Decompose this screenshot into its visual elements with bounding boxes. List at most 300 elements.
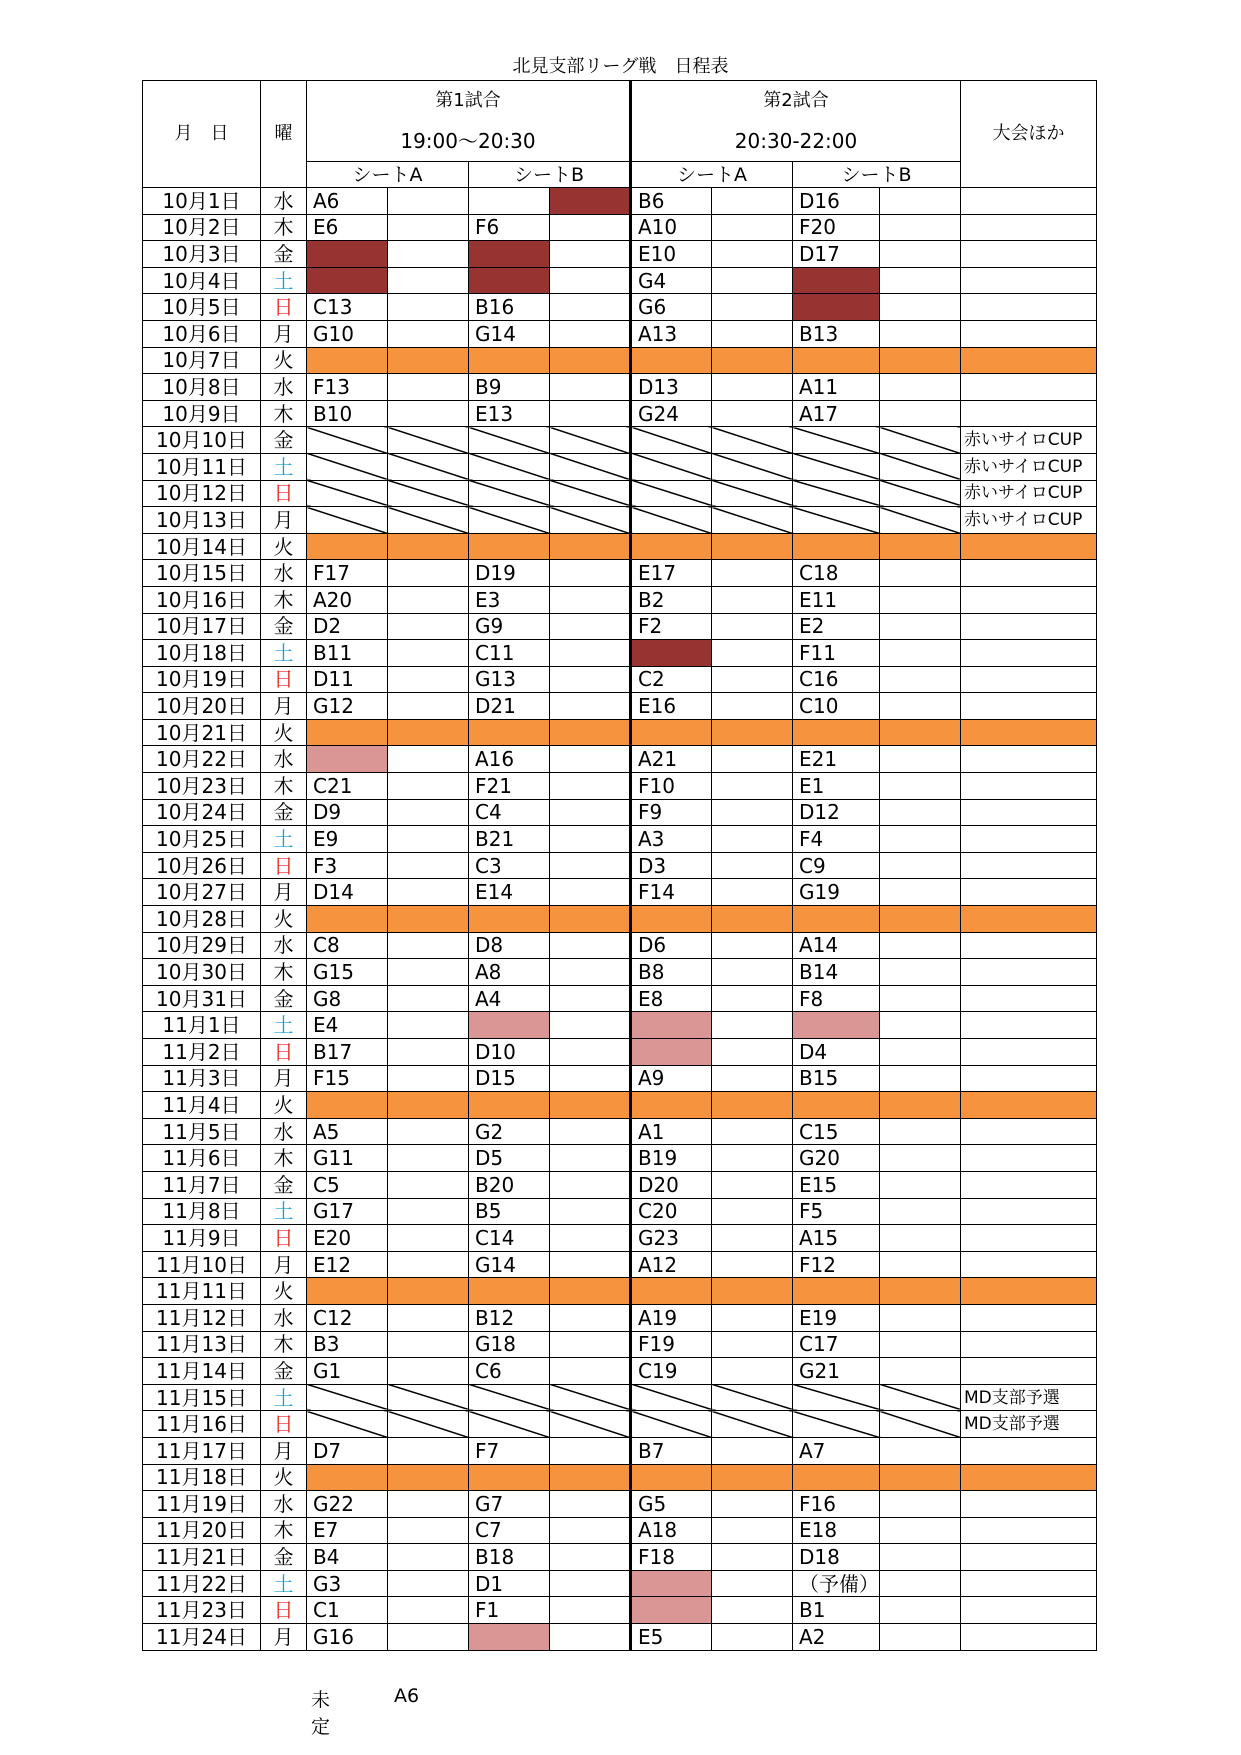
empty-cell	[712, 294, 793, 321]
empty-cell	[550, 1358, 631, 1385]
header-sheet-a-1: シートA	[307, 162, 469, 188]
team-code-cell: C7	[469, 1517, 550, 1544]
weekday-cell: 火	[261, 1278, 307, 1305]
rest-day-cell	[469, 1464, 550, 1491]
empty-cell	[880, 1251, 961, 1278]
empty-cell	[550, 1012, 631, 1039]
date-cell: 10月4日	[143, 267, 261, 294]
cancelled-cell	[880, 480, 961, 507]
team-code-cell: C19	[631, 1358, 712, 1385]
cancelled-cell	[631, 1384, 712, 1411]
weekday-cell: 火	[261, 719, 307, 746]
empty-cell	[880, 320, 961, 347]
empty-cell	[550, 1437, 631, 1464]
cancelled-cell	[631, 480, 712, 507]
cancelled-cell	[388, 1411, 469, 1438]
empty-cell	[388, 1039, 469, 1066]
weekday-cell: 土	[261, 1198, 307, 1225]
team-code-cell: A18	[631, 1517, 712, 1544]
cancelled-cell	[793, 453, 880, 480]
rest-day-cell	[469, 533, 550, 560]
table-row	[143, 1331, 1097, 1358]
empty-cell	[712, 1304, 793, 1331]
table-row	[143, 693, 1097, 720]
team-code-cell: D20	[631, 1171, 712, 1198]
empty-cell	[550, 932, 631, 959]
empty-cell	[550, 746, 631, 773]
weekday-cell: 土	[261, 1012, 307, 1039]
event-cell	[961, 1597, 1097, 1624]
empty-cell	[880, 746, 961, 773]
date-cell: 10月27日	[143, 879, 261, 906]
rest-day-cell	[793, 347, 880, 374]
empty-cell	[880, 1198, 961, 1225]
weekday-cell: 水	[261, 932, 307, 959]
event-cell	[961, 1092, 1097, 1119]
empty-cell	[712, 799, 793, 826]
table-row	[143, 746, 1097, 773]
team-code-cell: D11	[307, 666, 388, 693]
header-events: 大会ほか	[961, 81, 1097, 188]
weekday-cell: 月	[261, 1624, 307, 1651]
empty-cell	[550, 214, 631, 241]
empty-cell	[880, 214, 961, 241]
table-row	[143, 1384, 1097, 1411]
team-code-cell: E2	[793, 613, 880, 640]
header-match1-label: 第1試合	[307, 81, 631, 122]
table-row	[143, 453, 1097, 480]
weekday-cell: 木	[261, 586, 307, 613]
table-row	[143, 1304, 1097, 1331]
date-cell: 11月10日	[143, 1251, 261, 1278]
empty-cell	[880, 1624, 961, 1651]
cancelled-cell	[631, 453, 712, 480]
event-cell	[961, 1198, 1097, 1225]
rest-day-cell	[712, 1464, 793, 1491]
event-cell	[961, 320, 1097, 347]
rest-day-cell	[712, 906, 793, 933]
team-code-cell: G15	[307, 959, 388, 986]
weekday-cell: 金	[261, 241, 307, 268]
rest-day-cell	[631, 1278, 712, 1305]
cancelled-cell	[550, 507, 631, 534]
weekday-cell: 土	[261, 453, 307, 480]
team-code-cell: F7	[469, 1437, 550, 1464]
team-code-cell: B11	[307, 640, 388, 667]
table-row	[143, 719, 1097, 746]
date-cell: 10月30日	[143, 959, 261, 986]
team-code-cell: F12	[793, 1251, 880, 1278]
empty-cell	[388, 374, 469, 401]
empty-cell	[550, 879, 631, 906]
empty-cell	[880, 241, 961, 268]
empty-cell	[550, 267, 631, 294]
blocked-cell	[550, 188, 631, 215]
team-code-cell: G19	[793, 879, 880, 906]
cancelled-cell	[793, 1384, 880, 1411]
weekday-cell: 金	[261, 613, 307, 640]
team-code-cell: A20	[307, 586, 388, 613]
empty-cell	[550, 1225, 631, 1252]
team-code-cell: A1	[631, 1118, 712, 1145]
empty-cell	[880, 1145, 961, 1172]
empty-cell	[712, 773, 793, 800]
weekday-cell: 土	[261, 267, 307, 294]
blocked-cell	[793, 267, 880, 294]
header-weekday: 曜	[261, 81, 307, 188]
rest-day-cell	[469, 1278, 550, 1305]
rest-day-cell	[712, 1278, 793, 1305]
team-code-cell: C3	[469, 852, 550, 879]
empty-cell	[550, 1039, 631, 1066]
event-cell	[961, 1517, 1097, 1544]
date-cell: 11月19日	[143, 1491, 261, 1518]
empty-cell	[880, 1039, 961, 1066]
rest-day-cell	[712, 1092, 793, 1119]
table-row	[143, 347, 1097, 374]
rest-day-cell	[388, 719, 469, 746]
empty-cell	[880, 640, 961, 667]
team-code-cell: E9	[307, 826, 388, 853]
empty-cell	[388, 666, 469, 693]
weekday-cell: 金	[261, 985, 307, 1012]
weekday-cell: 月	[261, 507, 307, 534]
cancelled-cell	[388, 1384, 469, 1411]
empty-cell	[388, 1331, 469, 1358]
table-row	[143, 1145, 1097, 1172]
team-code-cell: D15	[469, 1065, 550, 1092]
table-row	[143, 613, 1097, 640]
date-cell: 11月23日	[143, 1597, 261, 1624]
empty-cell	[550, 959, 631, 986]
team-code-cell: F18	[631, 1544, 712, 1571]
empty-cell	[388, 294, 469, 321]
weekday-cell: 木	[261, 400, 307, 427]
team-code-cell: B10	[307, 400, 388, 427]
date-cell: 10月19日	[143, 666, 261, 693]
header-sheet-b-2: シートB	[793, 162, 961, 188]
empty-cell	[712, 586, 793, 613]
cancelled-cell	[712, 480, 793, 507]
date-cell: 10月10日	[143, 427, 261, 454]
team-code-cell: F8	[793, 985, 880, 1012]
team-code-cell: F17	[307, 560, 388, 587]
event-cell	[961, 1464, 1097, 1491]
empty-cell	[880, 826, 961, 853]
empty-cell	[712, 400, 793, 427]
team-code-cell: F15	[307, 1065, 388, 1092]
rest-day-cell	[307, 906, 388, 933]
weekday-cell: 日	[261, 294, 307, 321]
team-code-cell: A3	[631, 826, 712, 853]
table-row	[143, 1012, 1097, 1039]
event-cell: 赤いサイロCUP	[961, 507, 1097, 534]
team-code-cell: E18	[793, 1517, 880, 1544]
empty-cell	[880, 693, 961, 720]
empty-cell	[712, 1358, 793, 1385]
rest-day-cell	[388, 347, 469, 374]
empty-cell	[712, 852, 793, 879]
rest-day-cell	[388, 906, 469, 933]
team-code-cell: C1	[307, 1597, 388, 1624]
table-row	[143, 666, 1097, 693]
team-code-cell: B14	[793, 959, 880, 986]
date-cell: 11月3日	[143, 1065, 261, 1092]
rest-day-cell	[469, 1092, 550, 1119]
weekday-cell: 木	[261, 1517, 307, 1544]
rest-day-cell	[550, 347, 631, 374]
event-cell	[961, 294, 1097, 321]
team-code-cell: C16	[793, 666, 880, 693]
date-cell: 10月1日	[143, 188, 261, 215]
event-cell	[961, 719, 1097, 746]
empty-cell	[712, 640, 793, 667]
team-code-cell: A15	[793, 1225, 880, 1252]
schedule-body	[143, 188, 1097, 1651]
empty-cell	[388, 826, 469, 853]
date-cell: 11月13日	[143, 1331, 261, 1358]
table-row	[143, 1171, 1097, 1198]
empty-cell	[388, 985, 469, 1012]
team-code-cell: G16	[307, 1624, 388, 1651]
cancelled-cell	[388, 480, 469, 507]
date-cell: 11月8日	[143, 1198, 261, 1225]
table-row	[143, 188, 1097, 215]
weekday-cell: 金	[261, 1358, 307, 1385]
team-code-cell: A10	[631, 214, 712, 241]
empty-cell	[550, 374, 631, 401]
empty-cell	[388, 640, 469, 667]
empty-cell	[712, 188, 793, 215]
empty-cell	[880, 1358, 961, 1385]
cancelled-cell	[307, 507, 388, 534]
event-cell	[961, 985, 1097, 1012]
team-code-cell: D19	[469, 560, 550, 587]
rest-day-cell	[388, 1464, 469, 1491]
empty-cell	[388, 188, 469, 215]
empty-cell	[880, 294, 961, 321]
empty-cell	[880, 852, 961, 879]
event-cell	[961, 852, 1097, 879]
team-code-cell: G20	[793, 1145, 880, 1172]
table-row	[143, 1544, 1097, 1571]
weekday-cell: 日	[261, 1039, 307, 1066]
weekday-cell: 木	[261, 773, 307, 800]
event-cell	[961, 1171, 1097, 1198]
rest-day-cell	[307, 533, 388, 560]
schedule-table	[142, 80, 1097, 1651]
team-code-cell: F6	[469, 214, 550, 241]
empty-cell	[712, 693, 793, 720]
event-cell	[961, 932, 1097, 959]
date-cell: 10月31日	[143, 985, 261, 1012]
date-cell: 10月5日	[143, 294, 261, 321]
team-code-cell: B12	[469, 1304, 550, 1331]
tentative-cell	[631, 1039, 712, 1066]
weekday-cell: 火	[261, 906, 307, 933]
event-cell: 赤いサイロCUP	[961, 480, 1097, 507]
date-cell: 10月2日	[143, 214, 261, 241]
table-row	[143, 852, 1097, 879]
event-cell	[961, 906, 1097, 933]
empty-cell	[388, 1171, 469, 1198]
empty-cell	[388, 1437, 469, 1464]
team-code-cell: C13	[307, 294, 388, 321]
cancelled-cell	[469, 427, 550, 454]
empty-cell	[712, 1065, 793, 1092]
cancelled-cell	[793, 427, 880, 454]
empty-cell	[880, 1597, 961, 1624]
team-code-cell: B16	[469, 294, 550, 321]
team-code-cell: E17	[631, 560, 712, 587]
cancelled-cell	[469, 507, 550, 534]
date-cell: 11月4日	[143, 1092, 261, 1119]
tentative-cell	[469, 1012, 550, 1039]
empty-cell	[712, 1544, 793, 1571]
team-code-cell: G18	[469, 1331, 550, 1358]
rest-day-cell	[712, 533, 793, 560]
rest-day-cell	[631, 347, 712, 374]
team-code-cell: D10	[469, 1039, 550, 1066]
empty-cell	[388, 959, 469, 986]
empty-cell	[880, 188, 961, 215]
team-code-cell: D14	[307, 879, 388, 906]
date-cell: 10月15日	[143, 560, 261, 587]
weekday-cell: 金	[261, 427, 307, 454]
table-row	[143, 1517, 1097, 1544]
team-code-cell: D17	[793, 241, 880, 268]
empty-cell	[712, 1145, 793, 1172]
team-code-cell: G3	[307, 1570, 388, 1597]
team-code-cell: A5	[307, 1118, 388, 1145]
empty-cell	[712, 1251, 793, 1278]
team-code-cell: G14	[469, 1251, 550, 1278]
tentative-cell	[307, 746, 388, 773]
empty-cell	[880, 985, 961, 1012]
empty-cell	[388, 1544, 469, 1571]
team-code-cell: F11	[793, 640, 880, 667]
table-row	[143, 320, 1097, 347]
team-code-cell: E21	[793, 746, 880, 773]
empty-cell	[388, 693, 469, 720]
team-code-cell: C10	[793, 693, 880, 720]
cancelled-cell	[712, 1411, 793, 1438]
weekday-cell: 水	[261, 560, 307, 587]
empty-cell	[550, 640, 631, 667]
team-code-cell: F5	[793, 1198, 880, 1225]
cancelled-cell	[388, 427, 469, 454]
empty-cell	[880, 586, 961, 613]
empty-cell	[550, 852, 631, 879]
empty-cell	[388, 1358, 469, 1385]
date-cell: 11月22日	[143, 1570, 261, 1597]
event-cell	[961, 1251, 1097, 1278]
team-code-cell: E5	[631, 1624, 712, 1651]
table-row	[143, 1624, 1097, 1651]
empty-cell	[712, 1331, 793, 1358]
empty-cell	[880, 1065, 961, 1092]
event-cell	[961, 1544, 1097, 1571]
team-code-cell: A12	[631, 1251, 712, 1278]
empty-cell	[880, 799, 961, 826]
weekday-cell: 日	[261, 852, 307, 879]
event-cell	[961, 826, 1097, 853]
weekday-cell: 木	[261, 214, 307, 241]
event-cell	[961, 1331, 1097, 1358]
table-row	[143, 427, 1097, 454]
team-code-cell: E15	[793, 1171, 880, 1198]
empty-cell	[550, 1251, 631, 1278]
table-row	[143, 1278, 1097, 1305]
rest-day-cell	[793, 1464, 880, 1491]
empty-cell	[388, 1251, 469, 1278]
rest-day-cell	[631, 1464, 712, 1491]
team-code-cell: D9	[307, 799, 388, 826]
team-code-cell: C18	[793, 560, 880, 587]
empty-cell	[550, 1145, 631, 1172]
team-code-cell: G2	[469, 1118, 550, 1145]
rest-day-cell	[469, 347, 550, 374]
team-code-cell: E10	[631, 241, 712, 268]
cancelled-cell	[550, 453, 631, 480]
empty-cell	[880, 613, 961, 640]
empty-cell	[712, 932, 793, 959]
rest-day-cell	[388, 1278, 469, 1305]
empty-cell	[550, 400, 631, 427]
empty-cell	[550, 1331, 631, 1358]
event-cell: MD支部予選	[961, 1384, 1097, 1411]
cancelled-cell	[307, 427, 388, 454]
event-cell	[961, 879, 1097, 906]
team-code-cell: A6	[307, 188, 388, 215]
empty-cell	[388, 1491, 469, 1518]
cancelled-cell	[550, 1384, 631, 1411]
team-code-cell: A16	[469, 746, 550, 773]
empty-cell	[712, 985, 793, 1012]
date-cell: 10月24日	[143, 799, 261, 826]
rest-day-cell	[631, 533, 712, 560]
weekday-cell: 月	[261, 879, 307, 906]
team-code-cell: C9	[793, 852, 880, 879]
team-code-cell: A11	[793, 374, 880, 401]
empty-cell	[880, 1171, 961, 1198]
team-code-cell: C21	[307, 773, 388, 800]
page-title: 北見支部リーグ戦 日程表	[512, 56, 729, 77]
date-cell: 11月20日	[143, 1517, 261, 1544]
date-cell: 10月18日	[143, 640, 261, 667]
empty-cell	[388, 1624, 469, 1651]
team-code-cell: E8	[631, 985, 712, 1012]
empty-cell	[712, 746, 793, 773]
team-code-cell: D7	[307, 1437, 388, 1464]
cancelled-cell	[712, 453, 793, 480]
rest-day-cell	[880, 347, 961, 374]
weekday-cell: 月	[261, 1437, 307, 1464]
empty-cell	[388, 1145, 469, 1172]
empty-cell	[388, 400, 469, 427]
cancelled-cell	[469, 453, 550, 480]
table-row	[143, 480, 1097, 507]
empty-cell	[550, 1570, 631, 1597]
team-code-cell: D5	[469, 1145, 550, 1172]
weekday-cell: 水	[261, 1304, 307, 1331]
team-code-cell: G12	[307, 693, 388, 720]
team-code-cell: C12	[307, 1304, 388, 1331]
event-cell	[961, 1039, 1097, 1066]
footer-label: 未定	[311, 1689, 331, 1738]
team-code-cell: G24	[631, 400, 712, 427]
empty-cell	[712, 1118, 793, 1145]
